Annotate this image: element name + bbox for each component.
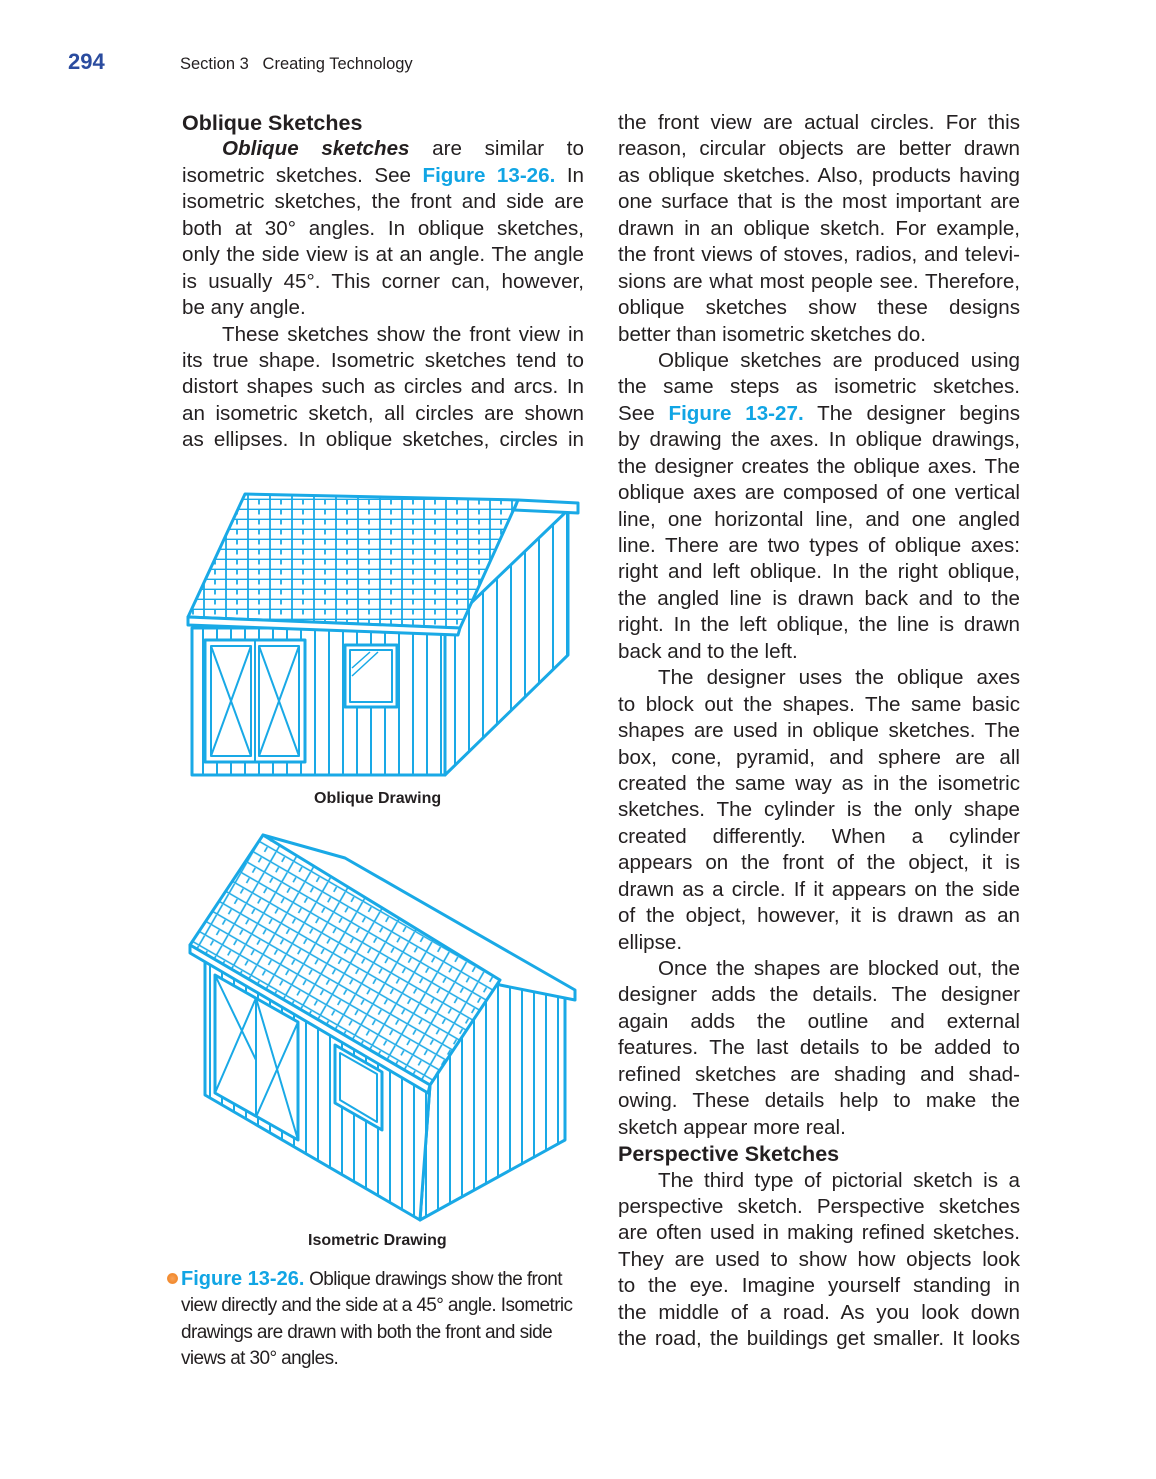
text-span: one surface that is the most important are bbox=[618, 190, 1020, 214]
text-span: Oblique sketches are produced using bbox=[658, 348, 1020, 372]
text-span: sketch appear more real. bbox=[618, 1115, 846, 1139]
isometric-drawing-label: Isometric Drawing bbox=[308, 1232, 447, 1249]
text-line bbox=[618, 745, 1020, 771]
text-line bbox=[618, 877, 1020, 903]
text-span: The third type of pictorial sketch is a bbox=[658, 1168, 1020, 1192]
caption-figure-ref: Figure 13-26. bbox=[181, 1268, 305, 1290]
text-line bbox=[618, 1194, 1020, 1220]
text-span: to block out the shapes. The same basic bbox=[618, 692, 1020, 716]
text-span: the middle of a road. As you look down bbox=[618, 1300, 1020, 1324]
text-span: oblique sketches show these designs bbox=[618, 296, 1020, 320]
text-span: line, one horizontal line, and one angled bbox=[618, 507, 1020, 531]
page-number: 294 bbox=[68, 49, 105, 74]
text-line bbox=[182, 269, 584, 295]
text-span: box, cone, pyramid, and sphere are all bbox=[618, 745, 1020, 769]
text-line bbox=[618, 110, 1020, 136]
text-line bbox=[618, 612, 1020, 638]
text-span: features. The last details to be added to bbox=[618, 1036, 1020, 1060]
text-span: Perspective Sketches bbox=[618, 1142, 840, 1167]
text-line bbox=[618, 480, 1020, 506]
text-line bbox=[618, 374, 1020, 400]
text-span: are often used in making refined sketches. bbox=[618, 1221, 1020, 1245]
text-line bbox=[618, 771, 1020, 797]
text-span: its true shape. Isometric sketches tend to bbox=[182, 348, 584, 372]
text-line bbox=[618, 1009, 1020, 1035]
text-line bbox=[182, 189, 584, 215]
text-line bbox=[618, 956, 1020, 982]
text-line bbox=[182, 136, 584, 162]
text-span: isometric sketches. See bbox=[182, 163, 423, 187]
text-line bbox=[618, 639, 1020, 665]
caption-text: drawings are drawn with both the front and side bbox=[181, 1321, 553, 1343]
text-line bbox=[618, 533, 1020, 559]
text-line bbox=[182, 216, 584, 242]
text-span: by drawing the axes. In oblique drawings, bbox=[618, 428, 1020, 452]
text-span: distort shapes such as circles and arcs. In bbox=[182, 375, 584, 399]
caption-text: view directly and the side at a 45° angle. Isometric bbox=[181, 1295, 573, 1317]
text-span: the angled line is drawn back and to the bbox=[618, 586, 1020, 610]
text-span: shapes are used in oblique sketches. The bbox=[618, 719, 1020, 743]
text-span: better than isometric sketches do. bbox=[618, 322, 926, 346]
text-span: are similar to bbox=[409, 137, 584, 161]
text-span: right and left oblique. In the right oblique, bbox=[618, 560, 1020, 584]
text-span: Oblique Sketches bbox=[182, 111, 363, 135]
text-span: right. In the left oblique, the line is drawn bbox=[618, 613, 1020, 637]
text-span: perspective sketch. Perspective sketches bbox=[618, 1194, 1020, 1218]
oblique-shed bbox=[188, 494, 578, 775]
text-span: These sketches show the front view in bbox=[222, 322, 584, 346]
isometric-shed bbox=[190, 835, 575, 1220]
text-line bbox=[618, 824, 1020, 850]
text-span: sions are what most people see. Therefore, bbox=[618, 269, 1020, 293]
text-span: back and to the left. bbox=[618, 639, 798, 663]
text-span: They are used to show how objects look bbox=[618, 1247, 1020, 1271]
text-span: See bbox=[618, 401, 669, 425]
text-line bbox=[618, 692, 1020, 718]
oblique-drawing-label: Oblique Drawing bbox=[314, 790, 442, 807]
text-line bbox=[618, 718, 1020, 744]
text-line bbox=[182, 295, 584, 321]
text-line bbox=[618, 982, 1020, 1008]
text-span: drawn as a circle. If it appears on the side bbox=[618, 877, 1020, 901]
text-span: refined sketches are shading and shad- bbox=[618, 1062, 1020, 1086]
text-line bbox=[618, 559, 1020, 585]
text-line bbox=[618, 1168, 1020, 1194]
text-line bbox=[182, 374, 584, 400]
text-span: Once the shapes are blocked out, the bbox=[658, 957, 1020, 980]
text-span: the front view are actual circles. For this bbox=[618, 111, 1020, 134]
text-span: reason, circular objects are better drawn bbox=[618, 137, 1020, 161]
section-heading bbox=[618, 1141, 1020, 1167]
section-heading bbox=[182, 110, 584, 136]
text-line bbox=[618, 1035, 1020, 1061]
text-line bbox=[618, 1088, 1020, 1114]
text-line bbox=[618, 930, 1020, 956]
text-span: In bbox=[555, 163, 584, 187]
text-span: as oblique sketches. Also, products having bbox=[618, 163, 1020, 187]
text-span: created differently. When a cylinder bbox=[618, 824, 1020, 848]
text-line bbox=[618, 586, 1020, 612]
running-head: Section 3 Creating Technology bbox=[180, 55, 413, 73]
figure-13-26 bbox=[180, 485, 590, 1249]
oblique-shed-drawing bbox=[180, 485, 590, 1245]
figure-caption bbox=[167, 1266, 587, 1373]
figure-reference-link[interactable]: Figure 13-27. bbox=[668, 401, 804, 425]
figure-reference-link[interactable]: Figure 13-26. bbox=[422, 163, 556, 187]
text-line bbox=[182, 242, 584, 268]
text-line bbox=[618, 507, 1020, 533]
text-line bbox=[618, 242, 1020, 268]
text-line bbox=[618, 322, 1020, 348]
text-line bbox=[182, 427, 584, 453]
text-line bbox=[618, 1326, 1020, 1352]
text-span: again adds the outline and external bbox=[618, 1009, 1020, 1033]
text-span: designer adds the details. The designer bbox=[618, 983, 1020, 1007]
text-line bbox=[182, 163, 584, 189]
text-span: sketches. The cylinder is the only shape bbox=[618, 798, 1020, 822]
text-span: as ellipses. In oblique sketches, circles in bbox=[182, 428, 584, 452]
text-line bbox=[618, 295, 1020, 321]
text-span: The designer begins bbox=[803, 401, 1020, 425]
text-line bbox=[618, 1247, 1020, 1273]
text-line bbox=[618, 850, 1020, 876]
text-line bbox=[618, 163, 1020, 189]
text-span: both at 30° angles. In oblique sketches, bbox=[182, 216, 584, 240]
text-span: isometric sketches, the front and side are bbox=[182, 190, 584, 214]
text-line bbox=[618, 216, 1020, 242]
text-span: to the eye. Imagine yourself standing in bbox=[618, 1274, 1020, 1298]
right-column bbox=[618, 110, 1020, 1353]
text-span: the road, the buildings get smaller. It looks bbox=[618, 1327, 1020, 1351]
left-column bbox=[182, 110, 584, 454]
text-span: an isometric sketch, all circles are shown bbox=[182, 401, 584, 425]
text-span: the same steps as isometric sketches. bbox=[618, 375, 1020, 399]
text-line bbox=[618, 427, 1020, 453]
text-span: is usually 45°. This corner can, however, bbox=[182, 269, 584, 293]
text-line bbox=[618, 903, 1020, 929]
text-line bbox=[618, 665, 1020, 691]
text-span: the designer creates the oblique axes. The bbox=[618, 454, 1020, 478]
text-line bbox=[182, 401, 584, 427]
text-span: line. There are two types of oblique axes: bbox=[618, 534, 1020, 557]
text-line bbox=[618, 269, 1020, 295]
text-span: of the object, however, it is drawn as an bbox=[618, 904, 1020, 928]
text-span: drawn in an oblique sketch. For example, bbox=[618, 216, 1020, 240]
text-span: owing. These details help to make the bbox=[618, 1089, 1020, 1113]
text-line bbox=[618, 797, 1020, 823]
text-span: created the same way as in the isometric bbox=[618, 771, 1020, 795]
text-line bbox=[618, 454, 1020, 480]
text-line bbox=[618, 189, 1020, 215]
text-span: Oblique sketches bbox=[222, 137, 410, 161]
bullet-icon bbox=[167, 1273, 178, 1284]
text-span: only the side view is at an angle. The angle bbox=[182, 243, 584, 267]
text-span: The designer uses the oblique axes bbox=[658, 666, 1020, 690]
caption-text: views at 30° angles. bbox=[181, 1348, 339, 1370]
text-line bbox=[618, 401, 1020, 427]
text-span: ellipse. bbox=[618, 930, 683, 954]
text-line bbox=[182, 348, 584, 374]
text-span: oblique axes are composed of one vertical bbox=[618, 481, 1020, 505]
text-span: the front views of stoves, radios, and televi- bbox=[618, 243, 1020, 267]
caption-text: Oblique drawings show the front bbox=[304, 1269, 562, 1290]
text-line bbox=[618, 1115, 1020, 1141]
text-line bbox=[618, 1273, 1020, 1299]
text-line bbox=[618, 136, 1020, 162]
text-span: appears on the front of the object, it is bbox=[618, 851, 1020, 875]
text-line bbox=[182, 322, 584, 348]
text-line bbox=[618, 1062, 1020, 1088]
text-line bbox=[618, 1300, 1020, 1326]
text-span: be any angle. bbox=[182, 296, 306, 320]
text-line bbox=[618, 1220, 1020, 1246]
text-line bbox=[618, 348, 1020, 374]
